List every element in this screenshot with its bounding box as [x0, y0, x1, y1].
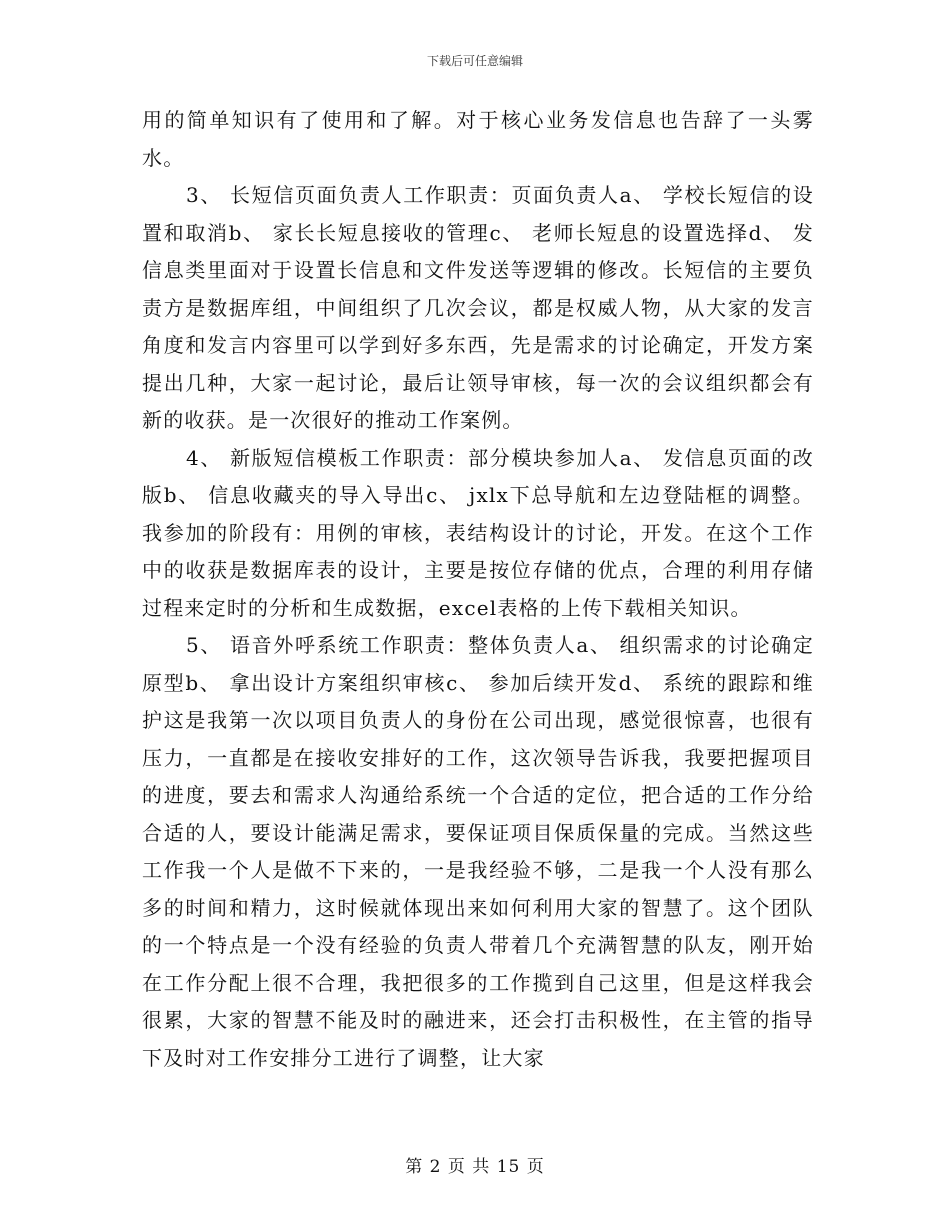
paragraph-item-3: 3、 长短信页面负责人工作职责：页面负责人a、 学校长短信的设置和取消b、 家长长短息接收的管理c、 老师长短息的设置选择d、 发信息类里面对于设置长信息和文件发送等逻辑的修改。长短信的主要负责方是数据库组，中间组织了几次会议，都是权威人物，从大家的发言角度和发言内容里可以学到好多东西，先是需求的讨论确定，开发方案提出几种，大家一起讨论，最后让领导审核，每一次的会议组织都会有新的收获。是一次很好的推动工作案例。 [142, 183, 814, 432]
page-number-footer: 第 2 页 共 15 页 [405, 1157, 545, 1177]
page-header: 下载后可任意编辑 [426, 54, 523, 68]
paragraph-item-4: 4、 新版短信模板工作职责：部分模块参加人a、 发信息页面的改版b、 信息收藏夹的导入导出c、 jxlx下总导航和左边登陆框的调整。我参加的阶段有：用例的审核，表结构设计的讨论，开发。在这个工作中的收获是数据库表的设计，主要是按位存储的优点，合理的利用存储过程来定时的分析和生成数据，excel表格的上传下载相关知识。 [142, 445, 814, 620]
document-body [142, 102, 814, 1077]
paragraph-item-5: 5、 语音外呼系统工作职责：整体负责人a、 组织需求的讨论确定原型b、 拿出设计方案组织审核c、 参加后续开发d、 系统的跟踪和维护这是我第一次以项目负责人的身份在公司出现，感觉很惊喜，也很有压力，一直都是在接收安排好的工作，这次领导告诉我，我要把握项目的进度，要去和需求人沟通给系统一个合适的定位，把合适的工作分给合适的人，要设计能满足需求，要保证项目保质保量的完成。当然这些工作我一个人是做不下来的，一是我经验不够，二是我一个人没有那么多的时间和精力，这时候就体现出来如何利用大家的智慧了。这个团队的一个特点是一个没有经验的负责人带着几个充满智慧的队友，刚开始在工作分配上很不合理，我把很多的工作揽到自己这里，但是这样我会很累，大家的智慧不能及时的融进来，还会打击积极性，在主管的指导下及时对工作安排分工进行了调整，让大家 [142, 633, 814, 1070]
paragraph-continuation: 用的简单知识有了使用和了解。对于核心业务发信息也告辞了一头雾水。 [142, 108, 814, 170]
